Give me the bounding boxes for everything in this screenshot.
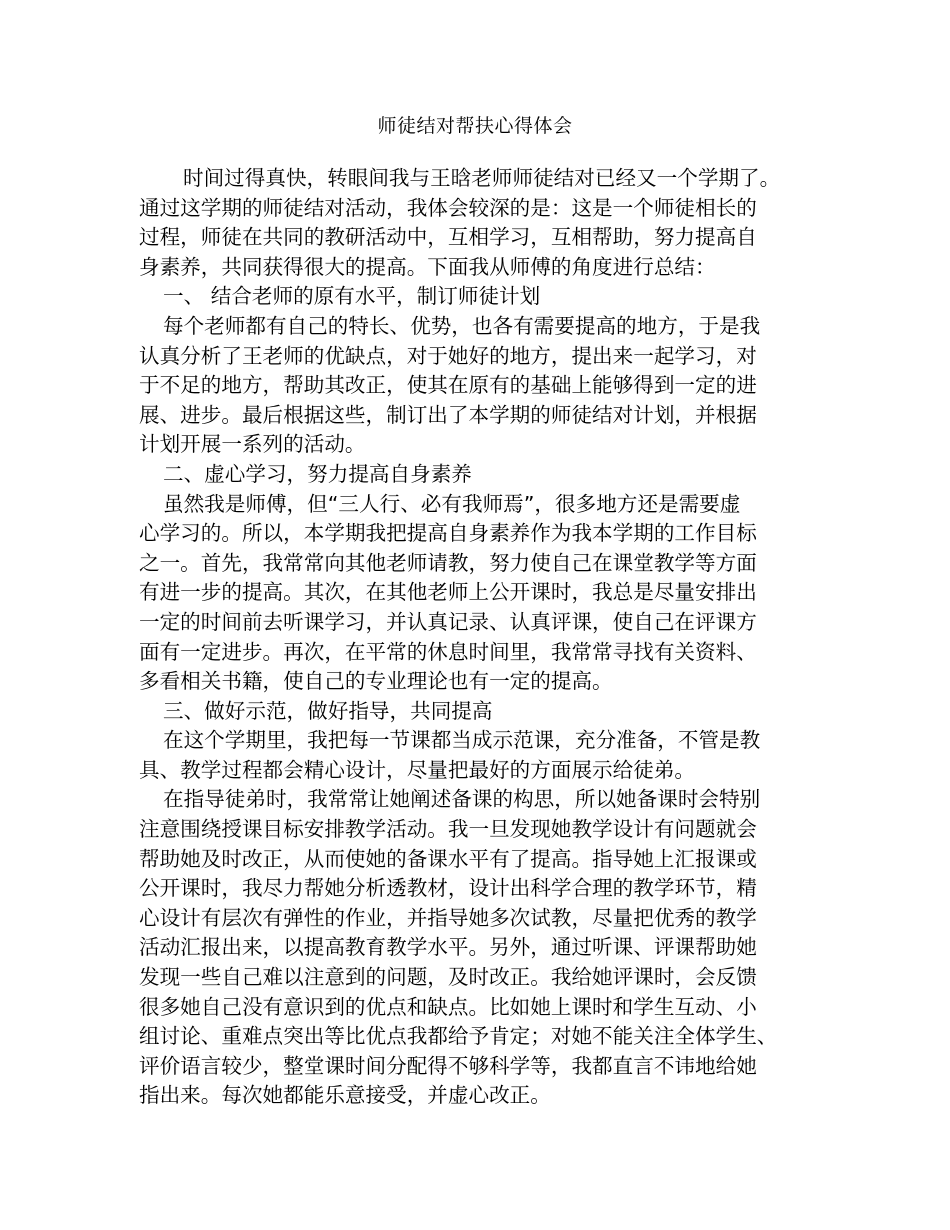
text-line: 每个老师都有自己的特长、优势，也各有需要提高的地方，于是我 — [163, 313, 761, 338]
text-line: 通过这学期的师徒结对活动，我体会较深的是：这是一个师徒相长的 — [139, 195, 757, 220]
text-line: 面有一定进步。再次，在平常的休息时间里，我常常寻找有关资料、 — [139, 639, 757, 664]
text-line: 虽然我是师傅，但“三人行、必有我师焉”，很多地方还是需要虚 — [163, 491, 741, 516]
text-line: 组讨论、重难点突出等比优点我都给予肯定；对她不能关注全体学生、 — [139, 1024, 778, 1049]
text-line: 二、虚心学习，努力提高自身素养 — [163, 461, 472, 486]
text-line: 在指导徒弟时，我常常让她阐述备课的构思，所以她备课时会特别 — [163, 787, 761, 812]
document-body — [139, 164, 811, 1111]
text-line: 认真分析了王老师的优缺点，对于她好的地方，提出来一起学习，对 — [139, 343, 757, 368]
text-line: 过程，师徒在共同的教研活动中，互相学习，互相帮助，努力提高自 — [139, 225, 757, 250]
text-line: 发现一些自己难以注意到的问题，及时改正。我给她评课时，会反馈 — [139, 965, 757, 990]
text-line: 心学习的。所以，本学期我把提高自身素养作为我本学期的工作目标 — [139, 521, 757, 546]
text-line: 很多她自己没有意识到的优点和缺点。比如她上课时和学生互动、小 — [139, 994, 757, 1019]
text-line: 计划开展一系列的活动。 — [139, 432, 366, 457]
text-line: 展、进步。最后根据这些，制订出了本学期的师徒结对计划，并根据 — [139, 402, 757, 427]
text-line: 身素养，共同获得很大的提高。下面我从师傅的角度进行总结： — [139, 254, 716, 279]
text-line: 帮助她及时改正，从而使她的备课水平有了提高。指导她上汇报课或 — [139, 846, 757, 871]
text-line: 心设计有层次有弹性的作业，并指导她多次试教，尽量把优秀的教学 — [139, 905, 757, 930]
text-line: 评价语言较少，整堂课时间分配得不够科学等，我都直言不讳地给她 — [139, 1053, 757, 1078]
text-line: 于不足的地方，帮助其改正，使其在原有的基础上能够得到一定的进 — [139, 373, 757, 398]
text-line: 在这个学期里，我把每一节课都当成示范课，充分准备，不管是教 — [163, 728, 761, 753]
text-line: 之一。首先，我常常向其他老师请教，努力使自己在课堂教学等方面 — [139, 550, 757, 575]
text-line: 多看相关书籍，使自己的专业理论也有一定的提高。 — [139, 669, 613, 694]
text-line: 注意围绕授课目标安排教学活动。我一旦发现她教学设计有问题就会 — [139, 817, 757, 842]
text-line: 公开课时，我尽力帮她分析透教材，设计出科学合理的教学环节，精 — [139, 876, 757, 901]
document-title: 师徒结对帮扶心得体会 — [377, 115, 573, 137]
text-line: 活动汇报出来，以提高教育教学水平。另外，通过听课、评课帮助她 — [139, 935, 757, 960]
text-line: 具、教学过程都会精心设计，尽量把最好的方面展示给徒弟。 — [139, 757, 696, 782]
text-line: 一、 结合老师的原有水平，制订师徒计划 — [163, 284, 541, 309]
text-line: 三、做好示范，做好指导，共同提高 — [163, 698, 493, 723]
text-line: 一定的时间前去听课学习，并认真记录、认真评课，使自己在评课方 — [139, 609, 757, 634]
text-line: 指出来。每次她都能乐意接受，并虚心改正。 — [139, 1083, 551, 1108]
text-line: 有进一步的提高。其次，在其他老师上公开课时，我总是尽量安排出 — [139, 580, 757, 605]
text-line: 时间过得真快，转眼间我与王晗老师师徒结对已经又一个学期了。 — [183, 166, 781, 190]
